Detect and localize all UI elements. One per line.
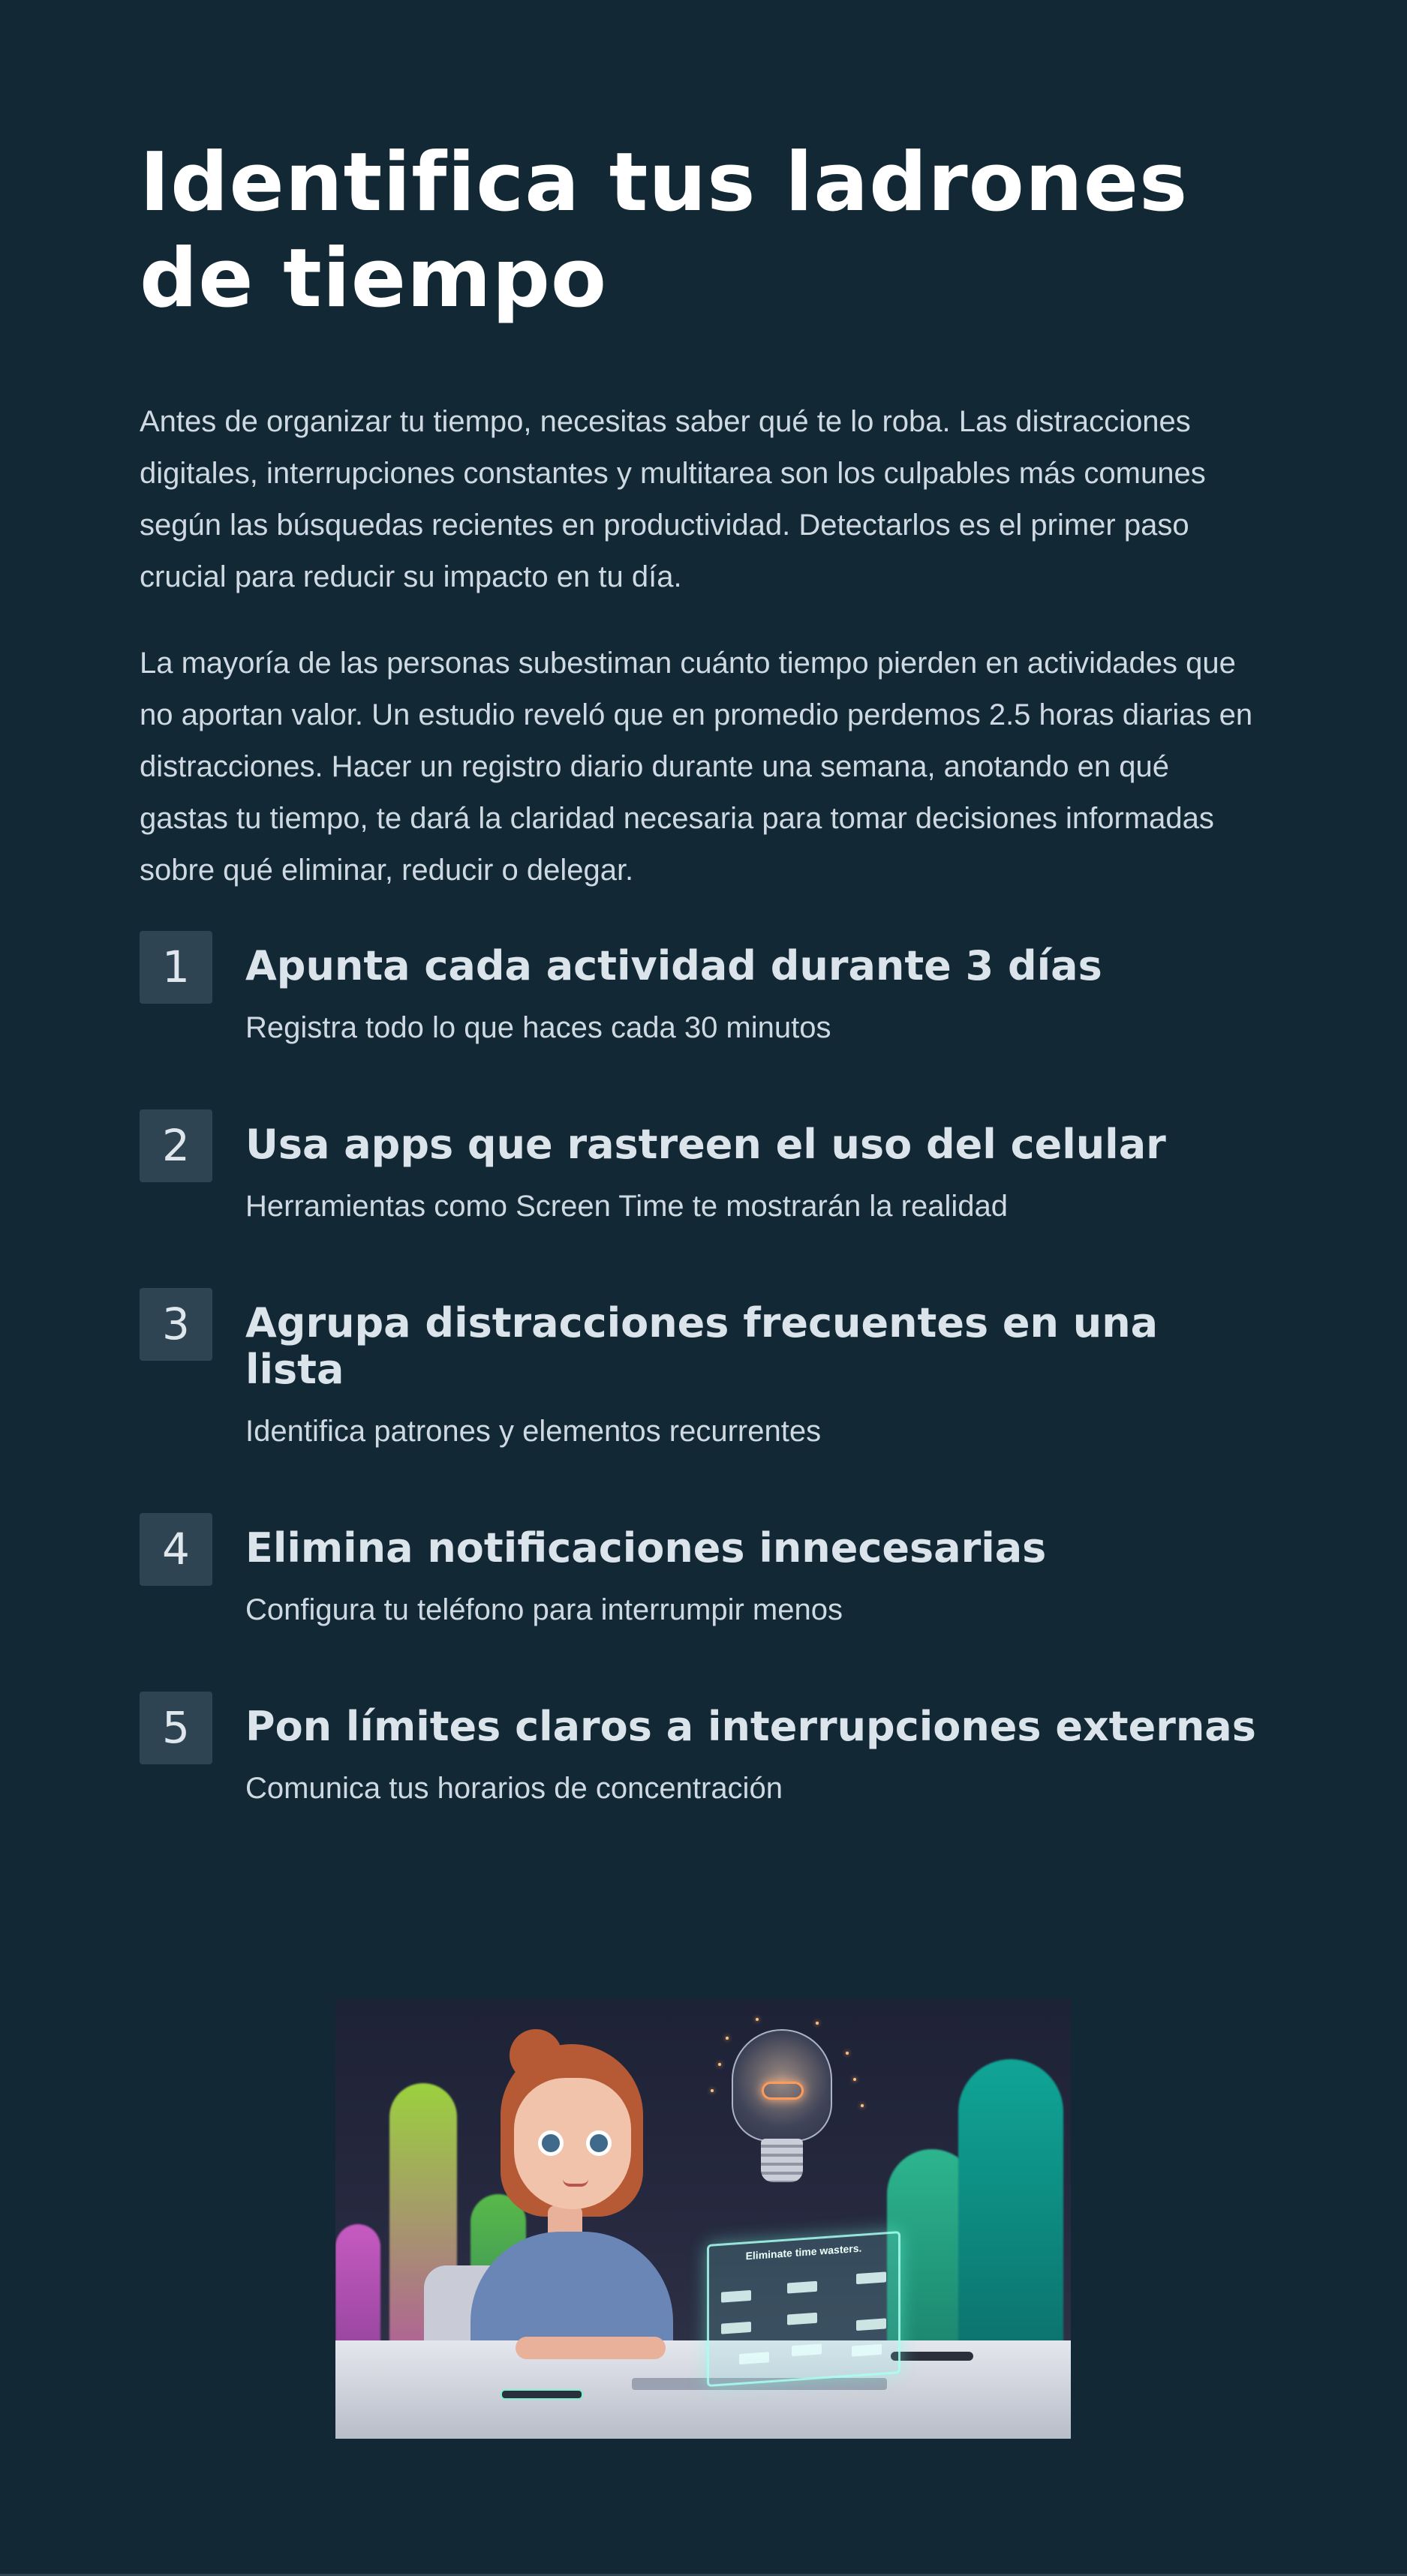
step-description: Herramientas como Screen Time te mostrarán la realidad bbox=[245, 1190, 1008, 1223]
step-description: Configura tu teléfono para interrumpir menos bbox=[245, 1593, 843, 1626]
step-item-5 bbox=[140, 1692, 1265, 1807]
step-title: Pon límites claros a interrupciones externas bbox=[245, 1703, 1256, 1750]
flowchart-node bbox=[856, 2318, 886, 2331]
step-number-badge: 5 bbox=[140, 1692, 212, 1764]
body-paragraph: La mayoría de las personas subestiman cuánto tiempo pierden en actividades que no aportan valor. Un estudio reveló que en promedio perdemos 2.5 horas diarias en distracciones. Hacer un registro diario durante una semana, anotando en qué gastas tu tiempo, te dará la claridad necesaria para tomar decisiones informadas sobre qué eliminar, reducir o delegar. bbox=[140, 647, 1253, 887]
character-eye bbox=[538, 2130, 564, 2156]
holographic-screen bbox=[707, 2231, 900, 2387]
character-hair-bun bbox=[510, 2029, 562, 2082]
article-content bbox=[140, 135, 1265, 1807]
flowchart-node bbox=[856, 2271, 886, 2284]
phone bbox=[501, 2389, 583, 2400]
flowchart-node bbox=[787, 2281, 817, 2294]
step-item-2 bbox=[140, 1109, 1265, 1225]
spark bbox=[711, 2089, 714, 2092]
screen-text: Eliminate time wasters. bbox=[745, 2241, 862, 2262]
step-number-badge: 1 bbox=[140, 931, 212, 1004]
spark bbox=[861, 2104, 864, 2107]
step-item-1 bbox=[140, 931, 1265, 1046]
flowchart-node bbox=[792, 2343, 822, 2356]
step-number-badge: 4 bbox=[140, 1513, 212, 1586]
spark bbox=[718, 2063, 721, 2066]
flowchart-node bbox=[787, 2313, 817, 2325]
step-description: Registra todo lo que haces cada 30 minutos bbox=[245, 1011, 831, 1044]
character-eye bbox=[586, 2130, 612, 2156]
illustration-girl-laptop bbox=[335, 1999, 1071, 2439]
step-title: Usa apps que rastreen el uso del celular bbox=[245, 1121, 1166, 1168]
flowchart-node bbox=[739, 2352, 769, 2364]
spark bbox=[846, 2052, 849, 2055]
character-face bbox=[514, 2078, 631, 2209]
spark bbox=[726, 2037, 729, 2040]
spark bbox=[853, 2078, 856, 2081]
step-item-4 bbox=[140, 1513, 1265, 1629]
step-number-badge: 3 bbox=[140, 1288, 212, 1361]
bulb-filament bbox=[762, 2082, 804, 2100]
flowchart-node bbox=[721, 2322, 751, 2334]
bulb-base bbox=[761, 2139, 803, 2182]
spark bbox=[756, 2018, 759, 2021]
step-title: Elimina notificaciones innecesarias bbox=[245, 1524, 1047, 1572]
step-title: Apunta cada actividad durante 3 días bbox=[245, 942, 1102, 989]
step-description: Comunica tus horarios de concentración bbox=[245, 1772, 783, 1805]
step-number-badge: 2 bbox=[140, 1109, 212, 1182]
intro-paragraph: Antes de organizar tu tiempo, necesitas saber qué te lo roba. Las distracciones digitales, interrupciones constantes y multitarea son los culpables más comunes según las búsquedas recientes en productividad. Detectarlos es el primer paso crucial para reducir su impacto en tu día. bbox=[140, 405, 1206, 593]
character-arms bbox=[516, 2337, 666, 2359]
phone bbox=[891, 2352, 973, 2361]
page-title: Identifica tus ladrones de tiempo bbox=[140, 136, 1189, 326]
steps-list bbox=[140, 931, 1265, 1807]
flowchart-node bbox=[852, 2344, 882, 2357]
character-smile bbox=[563, 2179, 588, 2187]
flowchart-node bbox=[721, 2290, 751, 2303]
step-item-3 bbox=[140, 1288, 1265, 1450]
step-title: Agrupa distracciones frecuentes en una lista bbox=[245, 1299, 1159, 1393]
step-description: Identifica patrones y elementos recurrentes bbox=[245, 1415, 822, 1448]
spark bbox=[816, 2022, 819, 2025]
